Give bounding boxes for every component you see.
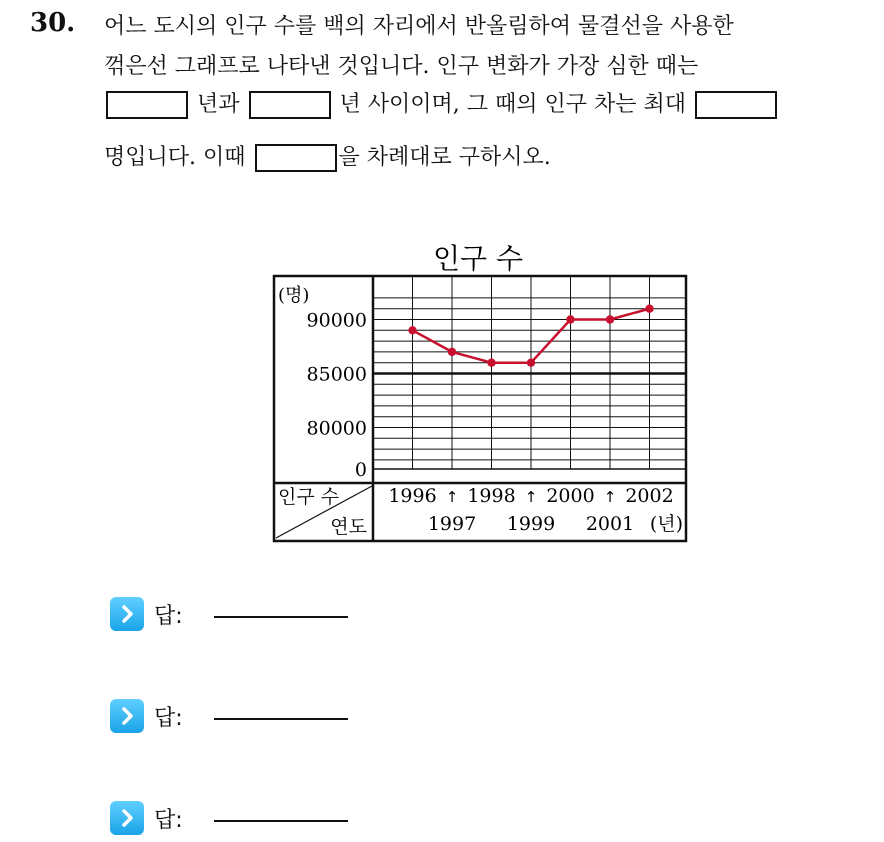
y-tick-label: 80000 bbox=[306, 417, 367, 440]
corner-label-top: 인구 수 bbox=[278, 486, 340, 508]
question-text-between: 년 사이이며, 그 때의 인구 차는 최대 bbox=[339, 92, 686, 117]
chart-title: 인구 수 bbox=[432, 242, 524, 275]
answer-row-1 bbox=[110, 596, 183, 632]
question-line-1: 어느 도시의 인구 수를 백의 자리에서 반올림하여 물결선을 사용한 bbox=[104, 14, 734, 39]
y-unit-label: (명) bbox=[278, 285, 310, 306]
x-tick-label: 2002 bbox=[625, 485, 674, 507]
answer-input-3[interactable] bbox=[214, 820, 348, 822]
answer-row-3 bbox=[110, 800, 183, 836]
question-text-year-and: 년과 bbox=[197, 92, 240, 117]
answer-label: 답: bbox=[154, 603, 183, 629]
data-point bbox=[566, 315, 574, 323]
question-line-2: 꺾은선 그래프로 나타낸 것입니다. 인구 변화가 가장 심한 때는 bbox=[104, 54, 699, 79]
answer-input-2[interactable] bbox=[214, 718, 348, 720]
x-tick-arrow: ↑ bbox=[603, 488, 617, 506]
x-tick-label: 1999 bbox=[506, 513, 556, 535]
y-tick-label: 0 bbox=[354, 459, 367, 481]
x-unit-label: (년) bbox=[649, 513, 683, 535]
answer-row-2 bbox=[110, 698, 183, 734]
data-point bbox=[606, 315, 614, 323]
x-tick-arrow: ↑ bbox=[524, 488, 538, 506]
data-point bbox=[645, 305, 653, 313]
chevron-right-icon bbox=[110, 699, 144, 733]
x-tick-label: 2001 bbox=[585, 513, 635, 535]
data-point bbox=[527, 359, 535, 367]
question-text-people: 명입니다. 이때 bbox=[104, 145, 246, 170]
x-tick-label: 1998 bbox=[467, 485, 516, 507]
question-text-solve: 을 차례대로 구하시오. bbox=[338, 145, 551, 170]
y-tick-label: 90000 bbox=[306, 309, 367, 332]
chevron-right-icon bbox=[110, 801, 144, 835]
corner-label-bottom: 연도 bbox=[330, 516, 367, 538]
x-tick-arrow: ↑ bbox=[445, 488, 459, 506]
y-tick-label: 85000 bbox=[306, 363, 367, 386]
answer-input-1[interactable] bbox=[214, 616, 348, 618]
x-tick-label: 1996 bbox=[388, 485, 437, 507]
x-tick-label: 1997 bbox=[427, 513, 477, 535]
answer-label: 답: bbox=[154, 807, 183, 833]
x-tick-label: 2000 bbox=[546, 485, 595, 507]
chevron-right-icon bbox=[110, 597, 144, 631]
data-point bbox=[448, 348, 456, 356]
data-point bbox=[487, 359, 495, 367]
answer-label: 답: bbox=[154, 705, 183, 731]
question-number: 30. bbox=[30, 8, 76, 38]
data-point bbox=[408, 326, 416, 334]
